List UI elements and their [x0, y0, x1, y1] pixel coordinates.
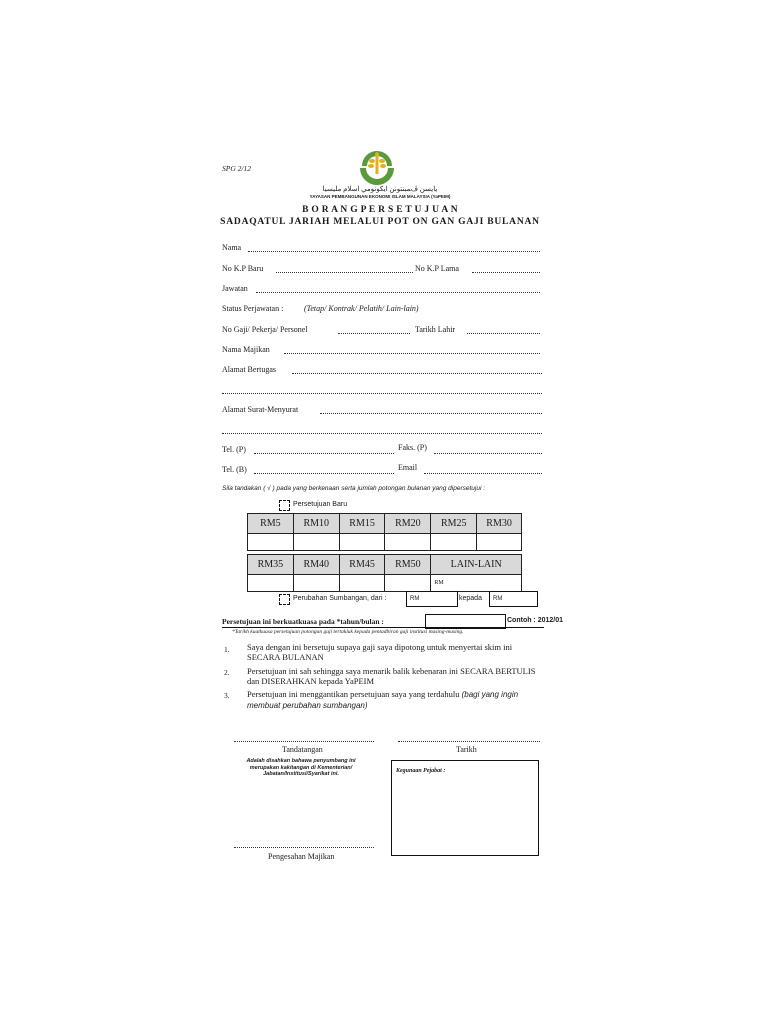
contoh-text: Contoh : 2012/01 — [507, 617, 564, 624]
point-3-italic: (bagi yang ingin membuat perubahan sumbangan) — [247, 690, 519, 710]
tel-p-label: Tel. (P) — [222, 445, 246, 454]
email-label: Email — [398, 463, 418, 472]
amount-rm30: RM30 — [477, 514, 522, 534]
perubahan-label: Perubahan Sumbangan, dari : — [293, 595, 387, 602]
point-1-number: 1. — [224, 645, 230, 654]
amount-rm30-box[interactable] — [477, 534, 522, 551]
kegunaan-pejabat-label: Kegunaan Pejabat : — [396, 768, 446, 774]
kp-baru-label: No K.P Baru — [222, 264, 264, 273]
amount-rm35: RM35 — [248, 555, 294, 575]
amount-rm45: RM45 — [339, 555, 385, 575]
perubahan-to-field[interactable]: RM — [489, 591, 538, 607]
nama-label: Nama — [222, 243, 242, 252]
pengesahan-line[interactable] — [234, 847, 374, 848]
amount-table — [247, 513, 522, 592]
perubahan-from-field[interactable]: RM — [406, 591, 458, 607]
amount-rm20-box[interactable] — [385, 534, 431, 551]
kuatkuasa-divider — [222, 627, 544, 628]
point-3 — [247, 689, 539, 711]
yapeim-logo — [356, 148, 398, 186]
kp-lama-label: No K.P Lama — [415, 264, 459, 273]
perubahan-checkbox[interactable] — [279, 594, 290, 605]
point-2-number: 2. — [224, 668, 230, 677]
alamat-surat-label: Alamat Surat-Menyurat — [222, 405, 299, 414]
amount-rm10-box[interactable] — [293, 534, 339, 551]
kuatkuasa-note: *Tarikh kuatkuasa persetujuan potongan gaji tertakluk kepada pentadbiran gaji institusi masing-masing. — [232, 629, 464, 635]
alamat-surat-field-2[interactable] — [222, 433, 542, 434]
amount-rm15: RM15 — [339, 514, 385, 534]
amount-rm40-box[interactable] — [293, 575, 339, 592]
faks-p-field[interactable] — [434, 453, 542, 454]
alamat-bertugas-label: Alamat Bertugas — [222, 365, 276, 374]
persetujuan-baru-checkbox[interactable] — [279, 500, 290, 511]
kegunaan-pejabat-box[interactable] — [391, 760, 539, 856]
amount-rm25: RM25 — [431, 514, 477, 534]
point-1-text: Saya dengan ini bersetuju supaya gaji saya dipotong untuk menyertai skim ini SECARA BULANAN — [247, 642, 513, 662]
tarikh-line[interactable] — [398, 741, 540, 742]
alamat-bertugas-field-2[interactable] — [222, 393, 542, 394]
nama-majikan-field[interactable] — [284, 353, 540, 354]
tarikh-label: Tarikh — [456, 745, 477, 754]
amount-rm35-box[interactable] — [248, 575, 294, 592]
kuatkuasa-label: Persetujuan ini berkuatkuasa pada *tahun/bulan : — [222, 617, 384, 626]
amount-rm50: RM50 — [385, 555, 431, 575]
amount-rm20: RM20 — [385, 514, 431, 534]
amount-rm45-box[interactable] — [339, 575, 385, 592]
lain-lain-field[interactable]: RM — [431, 575, 522, 592]
amount-rm50-box[interactable] — [385, 575, 431, 592]
no-gaji-field[interactable] — [338, 333, 410, 334]
org-name: YAYASAN PEMBANGUNAN EKONOMI ISLAM MALAYSIA (YaPEIM) — [309, 194, 451, 199]
tel-b-field[interactable] — [254, 473, 394, 474]
nama-field[interactable] — [248, 251, 540, 252]
form-subtitle: SADAQATUL JARIAH MELALUI POT ON GAN GAJI BULANAN — [220, 217, 540, 227]
pengesahan-label: Pengesahan Majikan — [268, 852, 335, 861]
alamat-surat-field[interactable] — [320, 413, 542, 414]
jawatan-field[interactable] — [256, 292, 540, 293]
amount-rm5: RM5 — [248, 514, 294, 534]
instruction-text: Sila tandakan ( √ ) pada yang berkenaan serta jumlah potongan bulanan yang dipersetujui : — [222, 485, 486, 492]
confirm-note: Adalah disahkan bahawa penyumbang ini merupakan kakitangan di Kementerian/ Jabatan/Institusi/Syarikat ini. — [246, 758, 356, 777]
amount-rm15-box[interactable] — [339, 534, 385, 551]
org-arabic-name: ﻳﺎﻳﺴﻦ ڤﻤﺒﻨﺘﻮﻧﻦ اﻳﻜﻮﻧﻮﻣﻲ اﺳﻼم ﻣﻠﻴﺴﻴﺎ — [322, 185, 438, 193]
kp-lama-field[interactable] — [472, 272, 540, 273]
jawatan-label: Jawatan — [222, 284, 248, 293]
amount-rm25-box[interactable] — [431, 534, 477, 551]
persetujuan-baru-label: Persetujuan Baru — [293, 501, 348, 508]
status-options[interactable]: (Tetap/ Kontrak/ Pelatih/ Lain-lain) — [304, 304, 419, 313]
amount-rm40: RM40 — [293, 555, 339, 575]
point-2 — [247, 666, 539, 686]
tarikh-lahir-field[interactable] — [467, 333, 540, 334]
alamat-bertugas-field[interactable] — [292, 373, 542, 374]
kp-baru-field[interactable] — [276, 272, 413, 273]
amount-rm5-box[interactable] — [248, 534, 294, 551]
point-2-text: Persetujuan ini sah sehingga saya menarik balik kebenaran ini SECARA BERTULIS dan DISERAHKAN kepada YaPEIM — [247, 666, 536, 686]
status-label: Status Perjawatan : — [222, 304, 284, 313]
tarikh-lahir-label: Tarikh Lahir — [415, 325, 456, 334]
point-3-number: 3. — [224, 691, 230, 700]
amount-rm10: RM10 — [293, 514, 339, 534]
point-3-text: Persetujuan ini menggantikan persetujuan saya yang terdahulu — [247, 689, 462, 699]
form-title: B O R A N G P E R S E T U J U A N — [302, 205, 458, 215]
amount-lain-lain: LAIN-LAIN — [431, 555, 522, 575]
point-1 — [247, 642, 532, 662]
kepada-label: kepada — [459, 595, 482, 602]
form-code: SPG 2/12 — [222, 164, 251, 173]
tandatangan-label: Tandatangan — [282, 745, 323, 754]
faks-p-label: Faks. (P) — [398, 443, 427, 452]
tandatangan-line[interactable] — [234, 741, 374, 742]
tel-p-field[interactable] — [254, 453, 394, 454]
nama-majikan-label: Nama Majikan — [222, 345, 270, 354]
tel-b-label: Tel. (B) — [222, 465, 247, 474]
no-gaji-label: No Gaji/ Pekerja/ Personel — [222, 325, 308, 334]
email-field[interactable] — [424, 473, 542, 474]
